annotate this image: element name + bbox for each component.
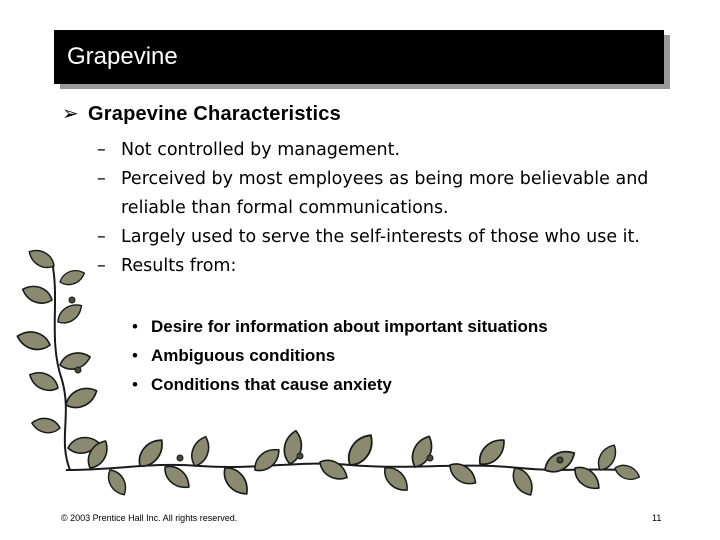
- dot-bullet: •: [132, 317, 138, 336]
- copyright-footer: © 2003 Prentice Hall Inc. All rights reserved.: [61, 513, 238, 523]
- list-item-text: Perceived by most employees as being more believable and reliable than formal communications.: [121, 169, 649, 218]
- list-item: [97, 252, 657, 281]
- slide-title-text: Grapevine: [67, 43, 178, 70]
- dot-bullet: •: [132, 346, 138, 365]
- results-from-list: [132, 312, 548, 399]
- dash-bullet: –: [97, 169, 106, 189]
- list-item: [132, 370, 548, 399]
- list-item-text: Ambiguous conditions: [151, 346, 336, 365]
- main-heading: [62, 101, 341, 126]
- list-item-text: Results from:: [121, 256, 237, 276]
- list-item: [97, 223, 657, 252]
- list-item: [132, 341, 548, 370]
- heading-text: Grapevine Characteristics: [88, 103, 341, 125]
- list-item-text: Not controlled by management.: [121, 140, 401, 160]
- list-item-text: Conditions that cause anxiety: [151, 375, 392, 394]
- dash-bullet: –: [97, 227, 106, 247]
- list-item: [97, 165, 657, 223]
- list-item: [132, 312, 548, 341]
- slide-title: [54, 30, 664, 84]
- list-item-text: Desire for information about important situations: [151, 317, 548, 336]
- characteristics-list: [97, 136, 657, 281]
- dash-bullet: –: [97, 256, 106, 276]
- arrow-bullet-icon: ➢: [62, 103, 79, 125]
- list-item-text: Largely used to serve the self-interests of those who use it.: [121, 227, 640, 247]
- page-number: 11: [652, 513, 662, 523]
- dash-bullet: –: [97, 140, 106, 160]
- dot-bullet: •: [132, 375, 138, 394]
- list-item: [97, 136, 657, 165]
